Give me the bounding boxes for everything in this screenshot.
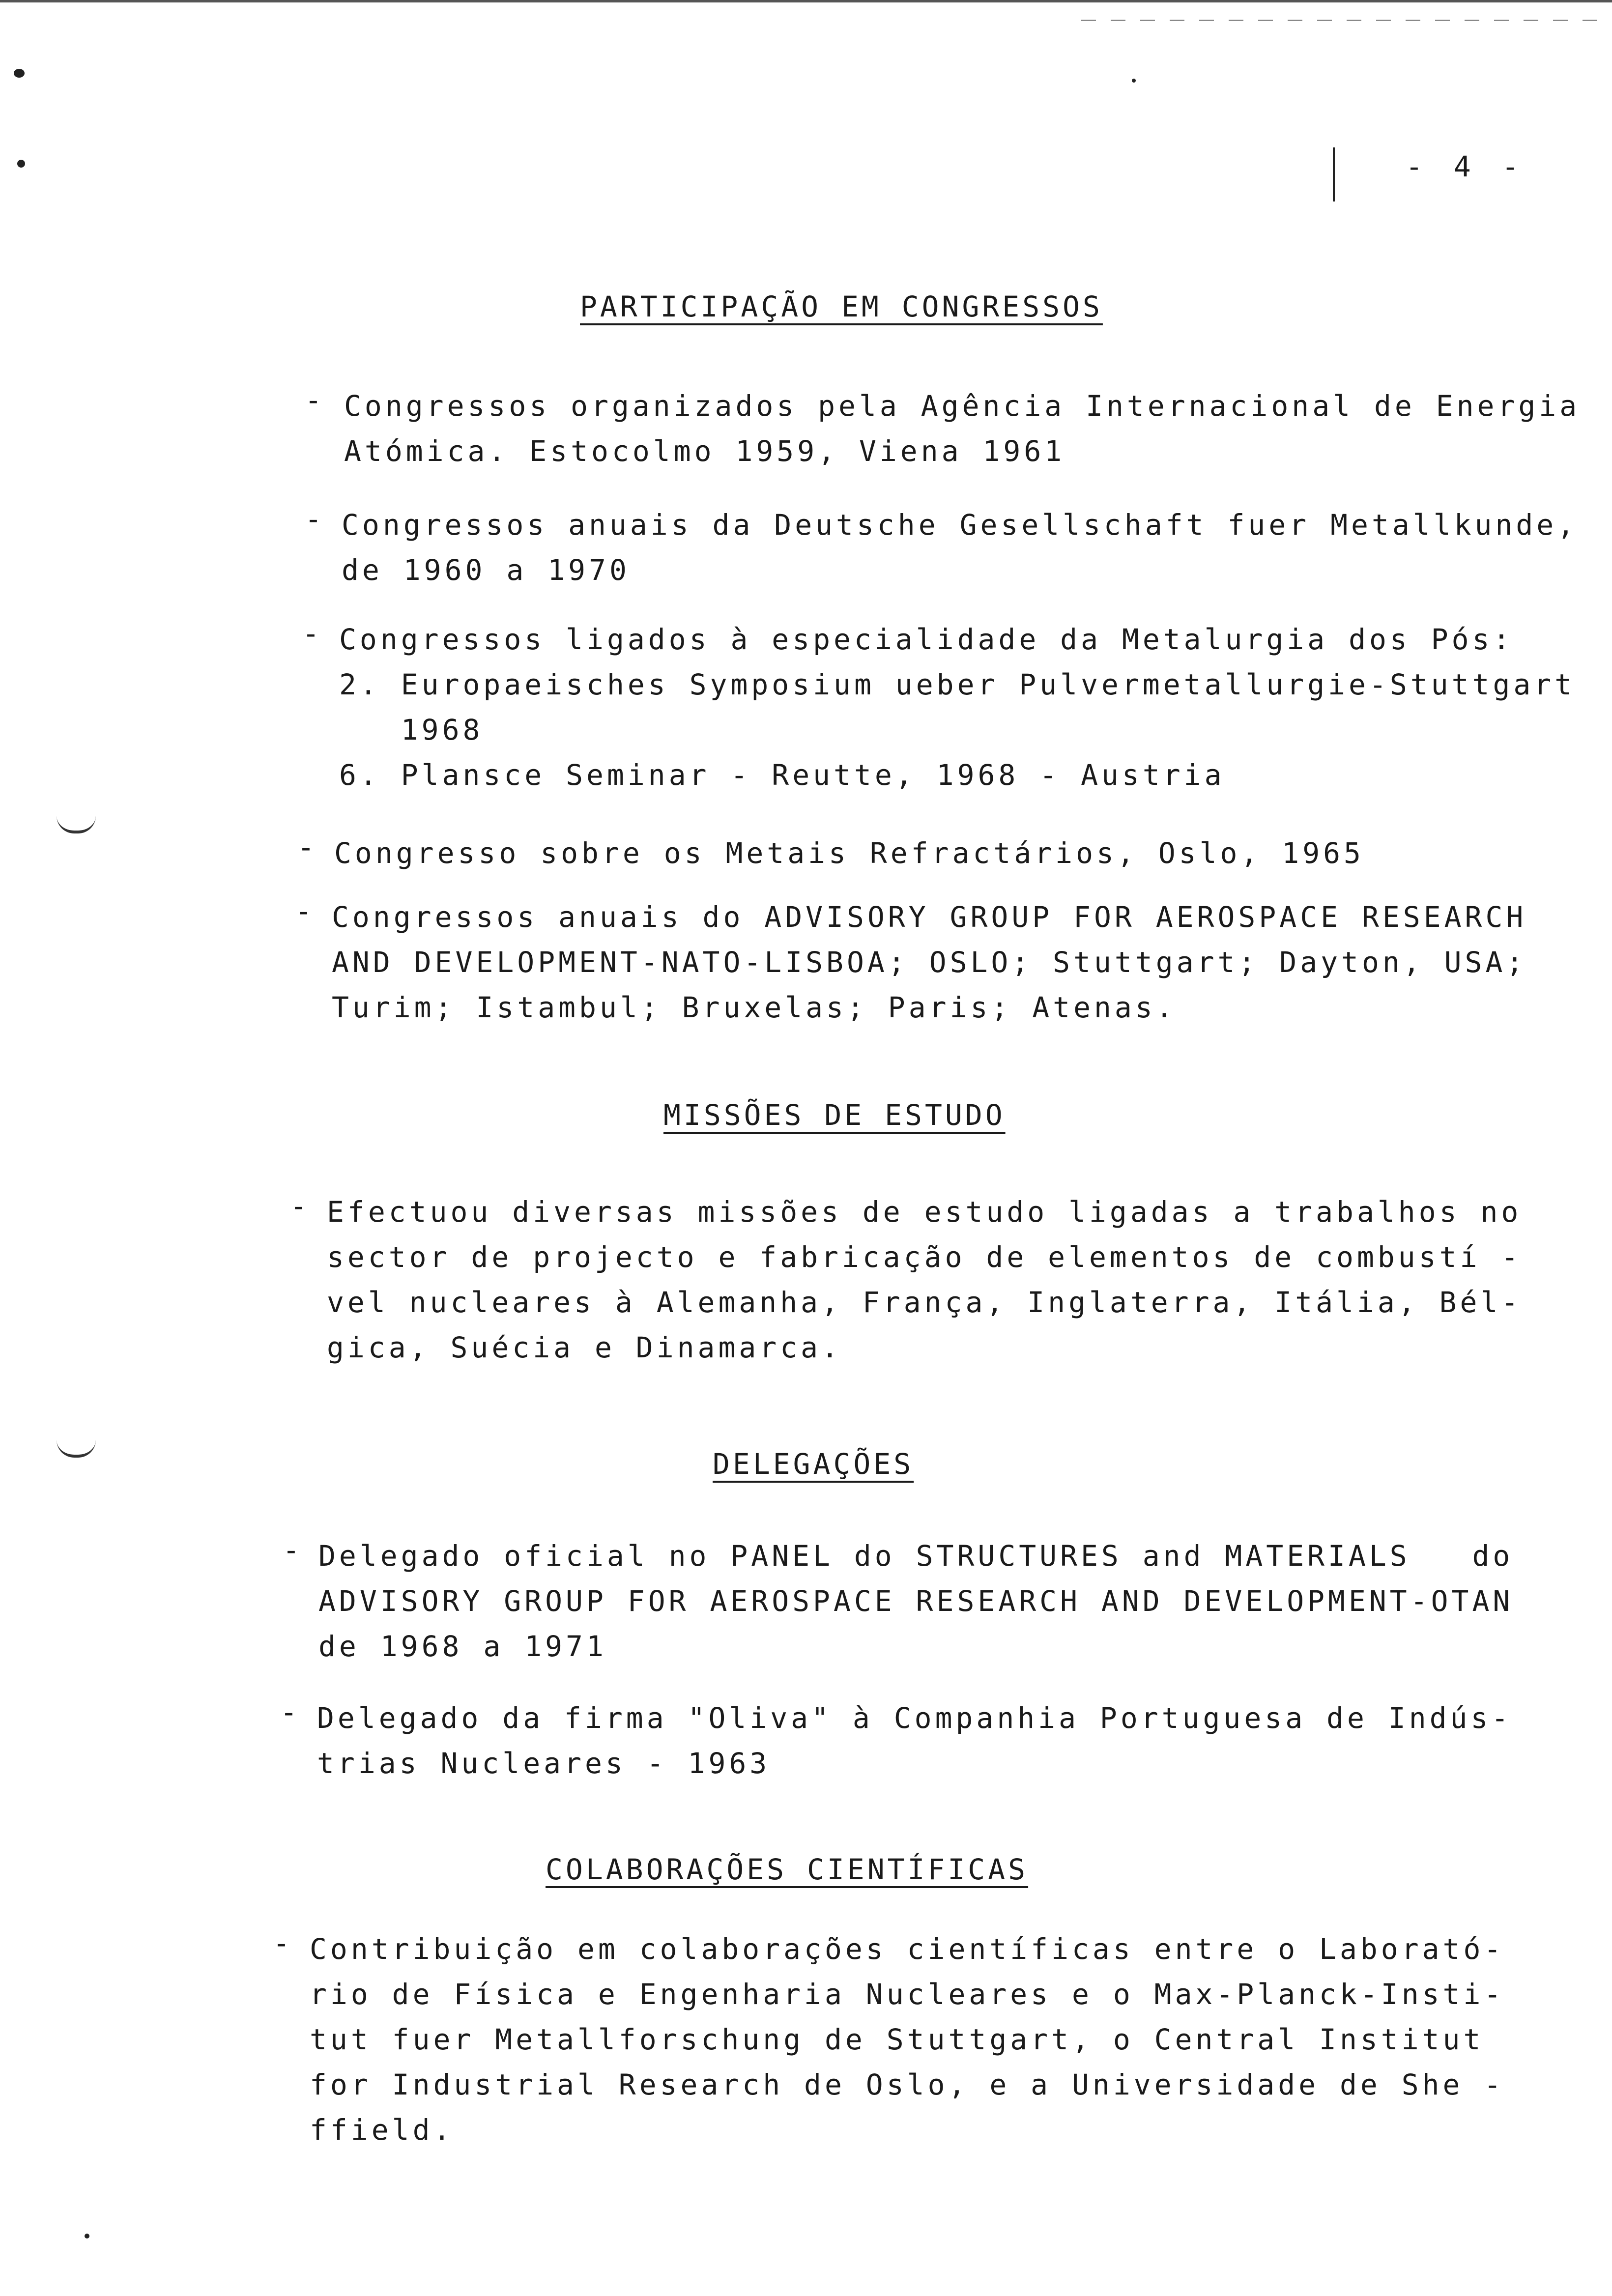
list-item: Congressos anuais da Deutsche Gesellschaft fuer Metallkunde, de 1960 a 1970 — [342, 508, 1578, 587]
bullet-dash: - — [305, 502, 322, 536]
list-item: Contribuição em colaborações científicas entre o Laborató- rio de Física e Engenharia Nucleares e o Max-Planck-Insti- tut fuer Metallforschung de Stuttgart, o Central Institut for Industrial Research de Oslo, e a Universidade de She - ffield. — [310, 1932, 1505, 2147]
bullet-dash: - — [295, 894, 312, 928]
scan-mark — [85, 2234, 89, 2239]
page-number: - 4 - — [1406, 150, 1526, 183]
list-item: Efectuou diversas missões de estudo ligadas a trabalhos no sector de projecto e fabricação de elementos de combustí - vel nucleares à Alemanha, França, Inglaterra, Itália, Bél- gica, Suécia e Dinamarca. — [327, 1195, 1522, 1364]
list-item: Congressos ligados à especialidade da Metalurgia dos Pós: 2. Europaeisches Symposium ueber Pulvermetallurgie-Stuttgart 1968 6. Plansce Seminar - Reutte, 1968 - Austria — [339, 623, 1576, 792]
list-item: Delegado da firma "Oliva" à Companhia Portuguesa de Indús- trias Nucleares - 1963 — [317, 1701, 1512, 1780]
margin-bar — [1333, 147, 1335, 201]
top-edge-dashes — [1081, 20, 1612, 21]
section-heading-delegacoes: DELEGAÇÕES — [713, 1447, 914, 1481]
bullet-dash: - — [305, 383, 322, 417]
bullet-dash: - — [280, 1695, 297, 1729]
list-item: Congressos organizados pela Agência Internacional de Energia Atómica. Estocolmo 1959, Viena 1961 — [344, 389, 1581, 468]
list-item: Congressos anuais do ADVISORY GROUP FOR AEROSPACE RESEARCH AND DEVELOPMENT-NATO-LISBOA; OSLO; Stuttgart; Dayton, USA; Turim; Istambul; Bruxelas; Paris; Atenas. — [332, 900, 1527, 1024]
bullet-dash: - — [273, 1926, 290, 1960]
punch-hole-mark — [57, 1440, 96, 1458]
bullet-dash: - — [297, 831, 315, 864]
section-heading-colaboracoes: COLABORAÇÕES CIENTÍFICAS — [546, 1853, 1029, 1886]
scan-mark — [14, 69, 25, 78]
list-item: Congresso sobre os Metais Refractários, Oslo, 1965 — [334, 836, 1364, 870]
punch-hole-mark — [57, 816, 96, 833]
bullet-dash: - — [283, 1533, 300, 1567]
section-heading-missoes: MISSÕES DE ESTUDO — [663, 1098, 1006, 1132]
section-heading-congressos: PARTICIPAÇÃO EM CONGRESSOS — [580, 290, 1103, 323]
list-item: Delegado oficial no PANEL do STRUCTURES and MATERIALS do ADVISORY GROUP FOR AEROSPACE RESEARCH AND DEVELOPMENT-OTAN de 1968 a 1971 — [318, 1539, 1514, 1663]
scan-mark — [17, 160, 25, 168]
bullet-dash: - — [302, 617, 319, 650]
top-edge-rule — [0, 0, 1612, 2]
scan-mark — [1132, 79, 1136, 83]
bullet-dash: - — [290, 1189, 307, 1223]
